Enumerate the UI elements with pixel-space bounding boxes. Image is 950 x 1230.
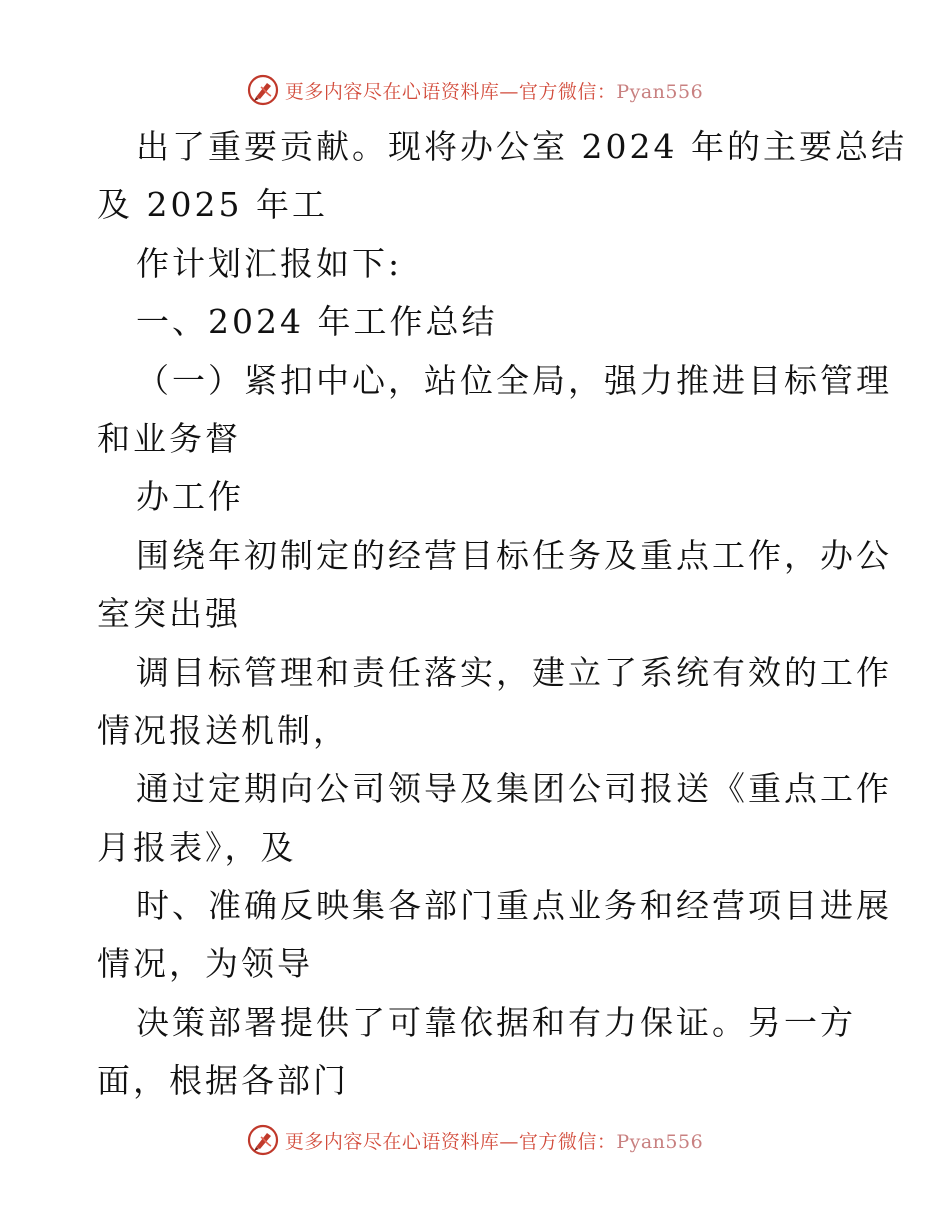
text-line: 调目标管理和责任落实，建立了系统有效的工作 <box>136 652 892 692</box>
header-banner-content <box>247 74 703 106</box>
text-line: 情况，为领导 <box>97 944 313 984</box>
header-banner <box>0 70 950 110</box>
text-line: 情况报送机制， <box>97 710 349 750</box>
footer-banner-content <box>247 1124 703 1156</box>
document-body <box>0 118 950 1111</box>
text-line: 作计划汇报如下: <box>136 243 403 283</box>
text-line: 月报表》，及 <box>97 827 297 867</box>
header-banner-text: 更多内容尽在心语资料库—官方微信：Pyan556 <box>284 80 704 103</box>
header-wechat-id: Pyan556 <box>616 80 704 103</box>
text-line: 时、准确反映集各部门重点业务和经营项目进展 <box>136 886 892 926</box>
fountain-pen-logo-icon <box>247 1124 279 1156</box>
text-line: 室突出强 <box>97 594 241 634</box>
footer-wechat-id: Pyan556 <box>616 1130 704 1153</box>
text-line: 及 2025 年工 <box>97 185 328 225</box>
text-line: 通过定期向公司领导及集团公司报送《重点工作 <box>136 769 892 809</box>
text-line: 办工作 <box>136 477 244 517</box>
text-line: 围绕年初制定的经营目标任务及重点工作，办公 <box>136 535 892 575</box>
footer-banner <box>0 1120 950 1160</box>
fountain-pen-logo-icon <box>247 74 279 106</box>
text-line: 出了重要贡献。现将办公室 2024 年的主要总结 <box>136 127 907 166</box>
text-line: 决策部署提供了可靠依据和有力保证。另一方 <box>136 1002 856 1042</box>
text-line: 和业务督 <box>97 418 241 458</box>
footer-banner-text: 更多内容尽在心语资料库—官方微信：Pyan556 <box>284 1130 704 1153</box>
subsection-heading: （一）紧扣中心，站位全局，强力推进目标管理 <box>136 360 892 400</box>
section-heading: 一、2024 年工作总结 <box>136 302 498 342</box>
text-line: 面，根据各部门 <box>97 1061 349 1101</box>
